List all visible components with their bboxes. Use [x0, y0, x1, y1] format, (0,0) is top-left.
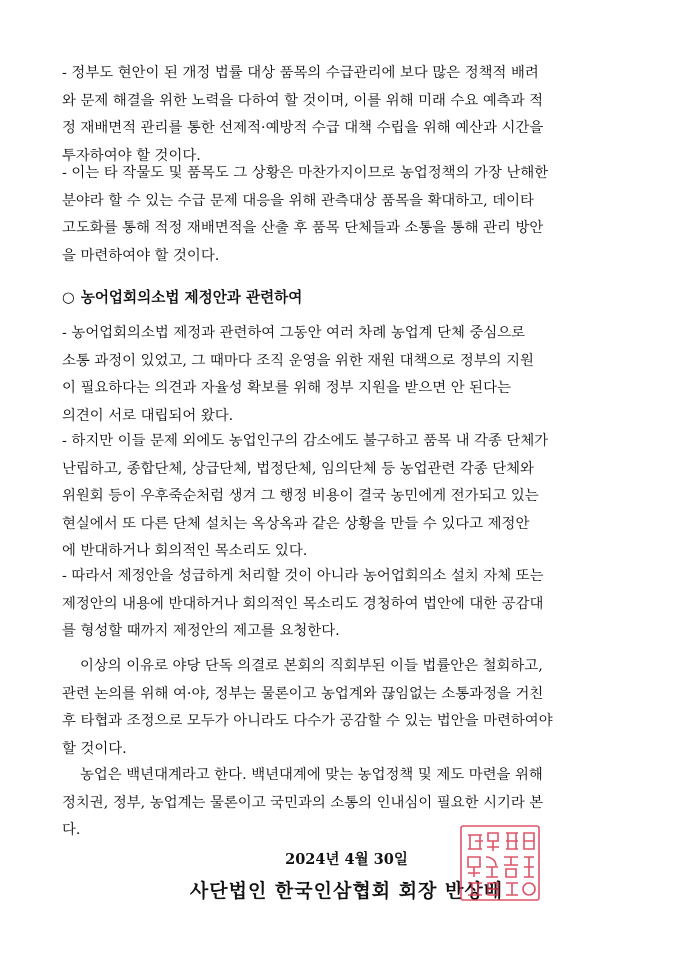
text-line: 고도화를 통해 적정 재배면적을 산출 후 품목 단체들과 소통을 통해 관리 방안	[62, 220, 544, 236]
text-line: - 이는 타 작물도 및 품목도 그 상황은 마찬가지이므로 농업정책의 가장 난해한	[62, 165, 549, 181]
bullet-paragraph-5	[62, 563, 622, 646]
signer-name: 사단법인 한국인삼협회 회장 반상배	[189, 880, 504, 902]
text-line: - 정부도 현안이 된 개정 법률 대상 품목의 수급관리에 보다 많은 정책적 배려	[62, 65, 539, 81]
bullet-paragraph-4	[62, 428, 622, 566]
bullet-paragraph-3	[62, 320, 622, 430]
section-heading	[62, 286, 302, 307]
text-line: - 농어업회의소법 제정과 관련하여 그동안 여러 차례 농업계 단체 중심으로	[62, 325, 526, 341]
text-line: 을 마련하여야 할 것이다.	[62, 247, 220, 264]
circle-marker: ○	[62, 289, 75, 306]
text-line: 농업은 백년대계라고 한다. 백년대계에 맞는 농업정책 및 제도 마련을 위해	[80, 767, 543, 783]
text-line: 를 형성할 때까지 제정안의 제고를 요청한다.	[62, 623, 340, 639]
closing-paragraph-1	[62, 653, 622, 763]
text-line: - 따라서 제정안을 성급하게 처리할 것이 아니라 농어업회의소 설치 자체 또는	[62, 568, 544, 584]
text-line: 정치권, 정부, 농업계는 물론이고 국민과의 소통의 인내심이 필요한 시기라 본	[62, 794, 544, 811]
section-heading-text: 농어업회의소법 제정안과 관련하여	[80, 289, 303, 306]
bullet-paragraph-2	[62, 160, 622, 270]
text-line: 위원회 등이 우후죽순처럼 생겨 그 행정 비용이 결국 농민에게 전가되고 있는	[62, 488, 539, 504]
text-line: 소통 과정이 있었고, 그 때마다 조직 운영을 위한 재원 대책으로 정부의 지원	[62, 352, 534, 369]
text-line: 할 것이다.	[62, 740, 127, 757]
bullet-paragraph-1	[62, 60, 622, 170]
text-line: 다.	[62, 822, 81, 838]
text-line: - 하지만 이들 문제 외에도 농업인구의 감소에도 불구하고 품목 내 각종 단체가	[62, 433, 549, 449]
text-line: 후 타협과 조정으로 모두가 아니라도 다수가 공감할 수 있는 법안을 마련하여야	[62, 713, 553, 729]
text-line: 투자하여야 할 것이다.	[62, 147, 201, 164]
text-line: 난립하고, 종합단체, 상급단체, 법정단체, 임의단체 등 농업관련 각종 단체와	[62, 460, 534, 477]
text-line: 의견이 서로 대립되어 왔다.	[62, 407, 234, 424]
text-line: 에 반대하거나 회의적인 목소리도 있다.	[62, 543, 308, 559]
official-seal-stamp	[458, 823, 542, 903]
text-line: 제정안의 내용에 반대하거나 회의적인 목소리도 경청하여 법안에 대한 공감대	[62, 595, 544, 612]
text-line: 분야라 할 수 있는 수급 문제 대응을 위해 관측대상 품목을 확대하고, 데이타	[62, 192, 534, 209]
text-line: 와 문제 해결을 위한 노력을 다하여 할 것이며, 이를 위해 미래 수요 예측과 적	[62, 92, 544, 109]
text-line: 이상의 이유로 야당 단독 의결로 본회의 직회부된 이들 법률안은 철회하고,	[80, 658, 543, 674]
text-line: 정 재배면적 관리를 통한 선제적·예방적 수급 대책 수립을 위해 예산과 시간을	[62, 120, 544, 136]
text-line: 현실에서 또 다른 단체 설치는 옥상옥과 같은 상황을 만들 수 있다고 제정안	[62, 515, 530, 532]
text-line: 관련 논의를 위해 여·야, 정부는 물론이고 농업계와 끊임없는 소통과정을 거친	[62, 685, 544, 702]
document-date: 2024년 4월 30일	[285, 851, 408, 868]
text-line: 이 필요하다는 의견과 자율성 확보를 위해 정부 지원을 받으면 안 된다는	[62, 380, 511, 396]
